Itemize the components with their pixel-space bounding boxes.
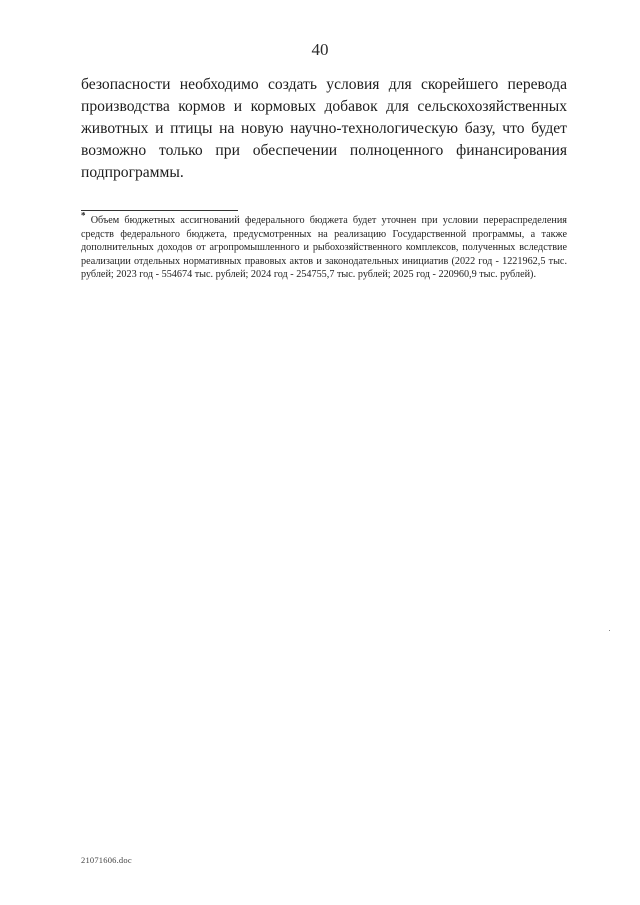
body-paragraph: безопасности необходимо создать условия для скорейшего перевода производства кормов и кормовых добавок для сельскохозяйственных животных и птицы на новую научно-технологическую базу, что будет возможно только при обеспечении полноценного финансирования подпрограммы. [81, 76, 567, 181]
footnote-mark: * [81, 210, 86, 221]
footnote-text: Объем бюджетных ассигнований федерального бюджета будет уточнен при условии перераспределения средств федерального бюджета, предусмотренных на реализацию Государственной программы, а также дополнительных доходов от агропромышленного и рыбохозяйственного комплексов, полученных вследствие реализации отдельных нормативных правовых актов и законодательных инициатив (2022 год - 1221962,5 тыс. рублей; 2023 год - 554674 тыс. рублей; 2024 год - 254755,7 тыс. рублей; 2025 год - 220960,9 тыс. рублей). [81, 215, 567, 281]
document-code: 21071606.doc [81, 855, 132, 865]
scan-artifact [609, 630, 610, 631]
page-number: 40 [311, 40, 329, 59]
footnote-separator [81, 210, 238, 211]
footnote [81, 210, 567, 282]
